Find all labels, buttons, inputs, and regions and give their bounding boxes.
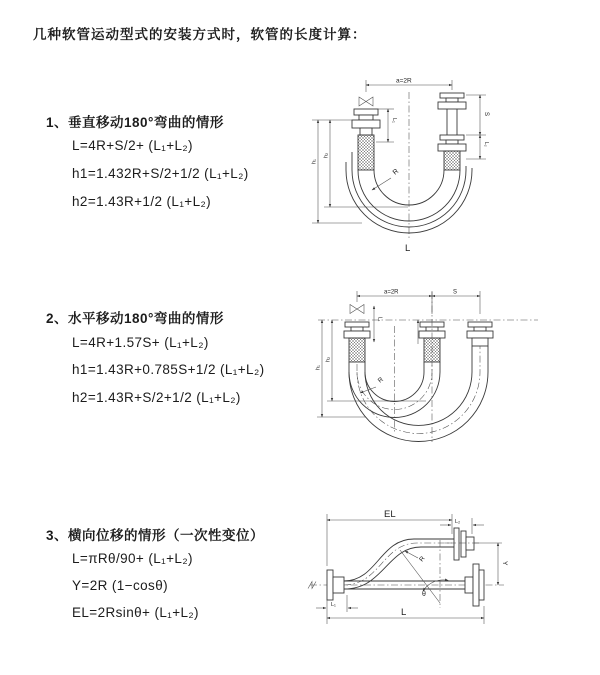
radius-label: R xyxy=(391,167,401,177)
braided-hose-right xyxy=(444,151,460,170)
dim-l-label: L xyxy=(401,607,407,618)
right-fitting-lower xyxy=(438,135,466,151)
braided-hose-left xyxy=(349,338,365,362)
dim-l1-label: L₁ xyxy=(391,118,397,123)
section-3-formula-Y: Y=2R (1−cosθ) xyxy=(72,578,168,593)
dim-h1-label: h₁ xyxy=(311,159,318,164)
section-1-formula-h2: h2=1.43R+1/2 (L₁+L₂) xyxy=(72,194,212,209)
dim-h2 xyxy=(326,320,427,401)
diagram-lateral-displacement xyxy=(302,500,557,635)
dim-el-label: EL xyxy=(384,509,396,520)
left-fitting xyxy=(327,570,344,600)
section-2-heading: 2、水平移动180°弯曲的情形 xyxy=(46,311,224,326)
dim-a2r-label: a=2R xyxy=(396,77,412,85)
dim-s xyxy=(432,290,480,297)
radius-label: R xyxy=(418,555,427,564)
valve-icon xyxy=(359,97,373,106)
dim-a2r xyxy=(366,78,452,93)
braided-hose-left xyxy=(358,135,374,170)
dim-h1-label: h₁ xyxy=(315,365,322,370)
dim-el xyxy=(327,509,452,566)
dim-l1 xyxy=(374,306,383,342)
diagram-horizontal-180-bend xyxy=(308,284,548,449)
dim-h1 xyxy=(312,120,363,223)
dim-l2-label: L₂ xyxy=(483,142,489,147)
valve-icon xyxy=(350,305,364,314)
radius-label: R xyxy=(376,376,385,385)
section-1-formula-h1: h1=1.432R+S/2+1/2 (L₁+L₂) xyxy=(72,166,249,181)
radius-callout xyxy=(405,551,427,563)
section-1-heading: 1、垂直移动180°弯曲的情形 xyxy=(46,115,224,130)
dim-l2-label: L₂ xyxy=(455,519,461,525)
dim-l1-label: L₁ xyxy=(376,317,383,322)
right-fitting xyxy=(467,322,493,346)
section-3-formula-L: L=πRθ/90+ (L₁+L₂) xyxy=(72,551,193,566)
dim-s-label: S xyxy=(483,112,489,117)
section-3-heading: 3、横向位移的情形（一次性变位） xyxy=(46,528,265,543)
left-fitting xyxy=(344,322,370,338)
dim-y-label: Y xyxy=(501,561,508,566)
dim-l xyxy=(327,606,484,624)
theta-label: θ xyxy=(422,591,426,598)
hose-u-bend-far xyxy=(349,346,488,442)
right-fitting-upper xyxy=(438,93,466,109)
hose-s-curve xyxy=(344,539,454,589)
section-2-formula-h1: h1=1.43R+0.785S+1/2 (L₁+L₂) xyxy=(72,362,265,377)
dim-h2-label: h₂ xyxy=(325,356,332,362)
dim-a2r xyxy=(357,290,480,315)
upper-fitting xyxy=(445,528,480,560)
section-1-formula-L: L=4R+S/2+ (L₁+L₂) xyxy=(72,138,193,153)
length-label: L xyxy=(405,243,411,254)
left-fitting xyxy=(352,109,380,135)
section-2-formula-L: L=4R+1.57S+ (L₁+L₂) xyxy=(72,335,209,350)
dim-s-label: S xyxy=(453,289,458,296)
radius-callout xyxy=(360,376,385,393)
dim-l2 xyxy=(480,135,489,159)
dim-s xyxy=(466,95,489,159)
dim-l1 xyxy=(316,595,358,612)
section-3-formula-EL: EL=2Rsinθ+ (L₁+L₂) xyxy=(72,605,199,620)
section-2-formula-h2: h2=1.43R+S/2+1/2 (L₁+L₂) xyxy=(72,390,241,405)
dim-a2r-label: a=2R xyxy=(384,289,399,296)
radius-callout xyxy=(372,168,400,190)
dim-h2-label: h₂ xyxy=(323,152,330,158)
diagram-vertical-180-bend xyxy=(300,72,550,257)
dim-l1-label: L₁ xyxy=(331,602,336,608)
page-title: 几种软管运动型式的安装方式时，软管的长度计算： xyxy=(33,27,367,42)
